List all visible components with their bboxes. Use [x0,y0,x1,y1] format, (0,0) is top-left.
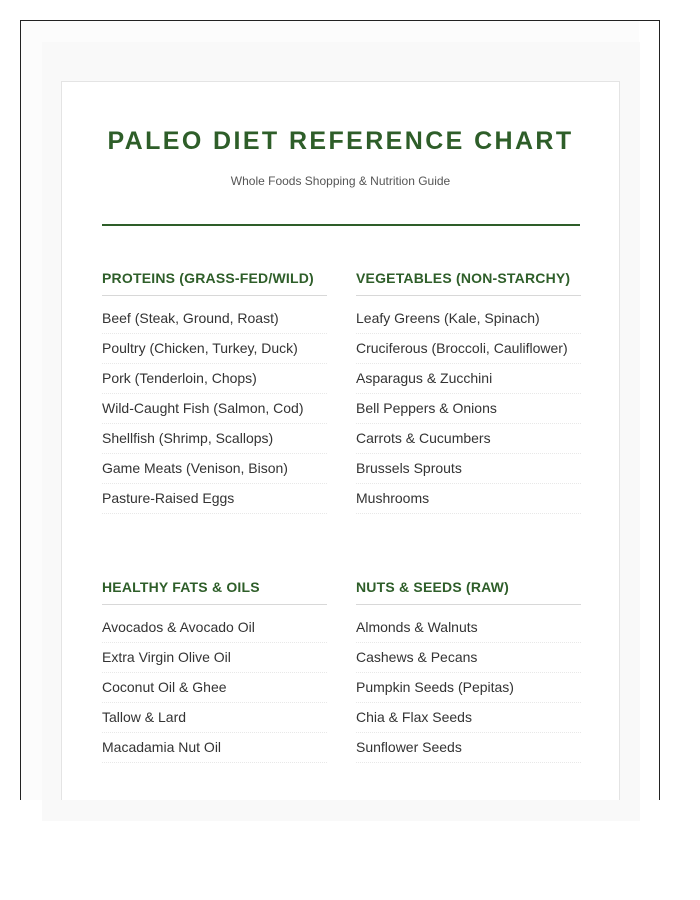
list-item: Shellfish (Shrimp, Scallops) [102,424,327,454]
list-item: Cashews & Pecans [356,643,581,673]
list-item: Beef (Steak, Ground, Roast) [102,304,327,334]
page-title: PALEO DIET REFERENCE CHART [107,127,574,155]
item-list [356,304,581,514]
item-list [102,613,327,763]
list-item: Macadamia Nut Oil [102,733,327,763]
reference-sheet [61,81,620,800]
list-item: Brussels Sprouts [356,454,581,484]
item-list [102,304,327,514]
list-item: Coconut Oil & Ghee [102,673,327,703]
section-vegetables [356,270,581,514]
item-list [356,613,581,763]
list-item: Leafy Greens (Kale, Spinach) [356,304,581,334]
list-item: Avocados & Avocado Oil [102,613,327,643]
list-item: Poultry (Chicken, Turkey, Duck) [102,334,327,364]
list-item: Bell Peppers & Onions [356,394,581,424]
list-item: Chia & Flax Seeds [356,703,581,733]
section-nuts-seeds [356,579,581,763]
title-divider [102,224,580,226]
section-healthy-fats [102,579,327,763]
list-item: Mushrooms [356,484,581,514]
section-heading: PROTEINS (GRASS-FED/WILD) [102,270,327,296]
section-heading: NUTS & SEEDS (RAW) [356,579,581,605]
list-item: Sunflower Seeds [356,733,581,763]
list-item: Pork (Tenderloin, Chops) [102,364,327,394]
section-heading: VEGETABLES (NON-STARCHY) [356,270,581,296]
list-item: Extra Virgin Olive Oil [102,643,327,673]
page-subtitle: Whole Foods Shopping & Nutrition Guide [230,174,451,188]
section-proteins [102,270,327,514]
list-item: Pumpkin Seeds (Pepitas) [356,673,581,703]
list-item: Almonds & Walnuts [356,613,581,643]
list-item: Tallow & Lard [102,703,327,733]
list-item: Asparagus & Zucchini [356,364,581,394]
list-item: Carrots & Cucumbers [356,424,581,454]
list-item: Pasture-Raised Eggs [102,484,327,514]
list-item: Wild-Caught Fish (Salmon, Cod) [102,394,327,424]
section-heading: HEALTHY FATS & OILS [102,579,327,605]
list-item: Game Meats (Venison, Bison) [102,454,327,484]
list-item: Cruciferous (Broccoli, Cauliflower) [356,334,581,364]
